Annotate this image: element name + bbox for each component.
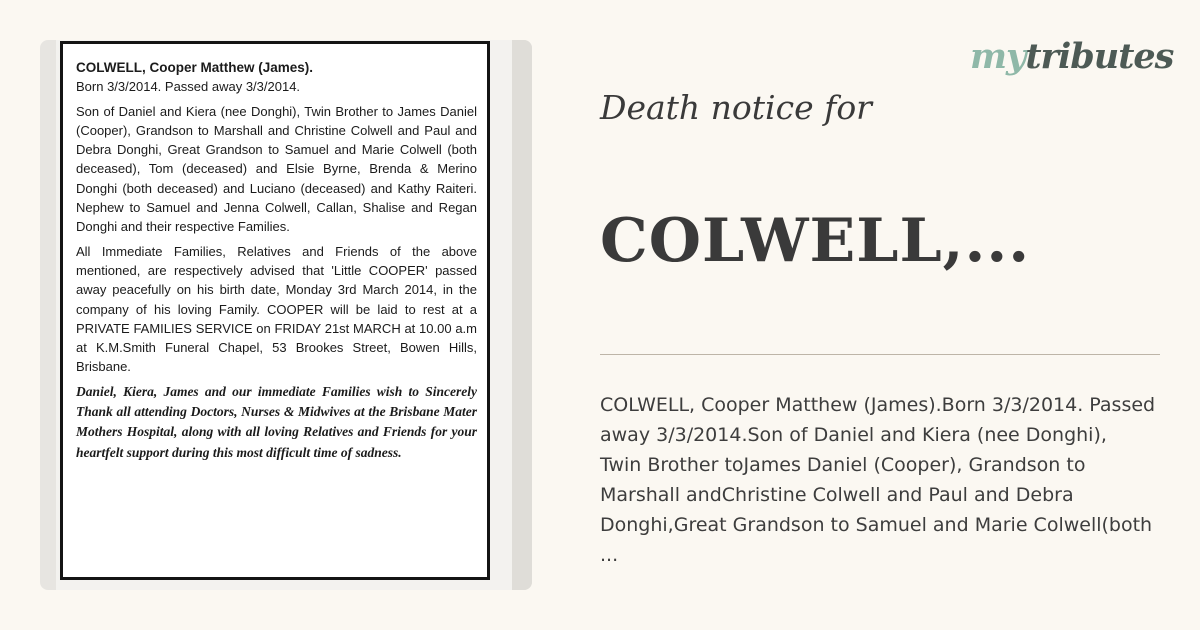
summary-line: COLWELL, Cooper Matthew (James).Born 3/3/2014. Passed <box>600 394 1156 416</box>
summary-line: Twin Brother toJames Daniel (Cooper), Grandson to <box>600 454 1086 476</box>
notice-heading: COLWELL, Cooper Matthew (James). <box>76 60 314 75</box>
death-notice-box <box>60 41 490 580</box>
summary-line: away 3/3/2014.Son of Daniel and Kiera (nee Donghi), <box>600 424 1107 446</box>
notice-image-card <box>40 40 532 590</box>
card-edge <box>512 40 532 590</box>
newspaper-clipping <box>56 40 522 590</box>
notice-summary <box>600 390 1190 570</box>
page-subtitle: Death notice for <box>600 88 872 127</box>
deceased-name-title: COLWELL,... <box>600 206 1031 276</box>
divider <box>600 354 1160 355</box>
logo-suffix: tributes <box>1025 36 1174 77</box>
summary-line: Marshall andChristine Colwell and Paul and Debra <box>600 484 1074 506</box>
summary-line: Donghi,Great Grandson to Samuel and Marie Colwell(both <box>600 514 1153 536</box>
logo-prefix: my <box>970 36 1026 77</box>
notice-dates: Born 3/3/2014. Passed away 3/3/2014. <box>76 79 301 95</box>
notice-service-paragraph: All Immediate Families, Relatives and Friends of the above mentioned, are respectively advised that 'Little COOPER' passed away peacefully on his birth date, Monday 3rd March 2014, in the company of his loving Family. COOPER will be laid to rest at a PRIVATE FAMILIES SERVICE on FRIDAY 21st MARCH at 10.00 a.m at K.M.Smith Funeral Chapel, 53 Brookes Street, Bowen Hills, Brisbane. <box>76 243 477 375</box>
mytributes-logo[interactable] <box>970 36 1174 86</box>
notice-family-paragraph: Son of Daniel and Kiera (nee Donghi), Twin Brother to James Daniel (Cooper), Grandson to Marshall and Christine Colwell and Paul and Debra Donghi, Great Grandson to Samuel and Marie Colwell (both deceased), Tom (deceased) and Elsie Byrne, Brenda & Merino Donghi (both deceased) and Luciano (deceased) and Kathy Raiteri. Nephew to Samuel and Jenna Colwell, Callan, Shalise and Regan Donghi and their respective Families. <box>76 103 477 235</box>
notice-thanks-paragraph: Daniel, Kiera, James and our immediate Families wish to Sincerely Thank all attending Doctors, Nurses & Midwives at the Brisbane Mater Mothers Hospital, along with all loving Relatives and Friends for your heartfelt support during this most difficult time of sadness. <box>76 383 477 460</box>
summary-ellipsis: ... <box>600 544 619 566</box>
